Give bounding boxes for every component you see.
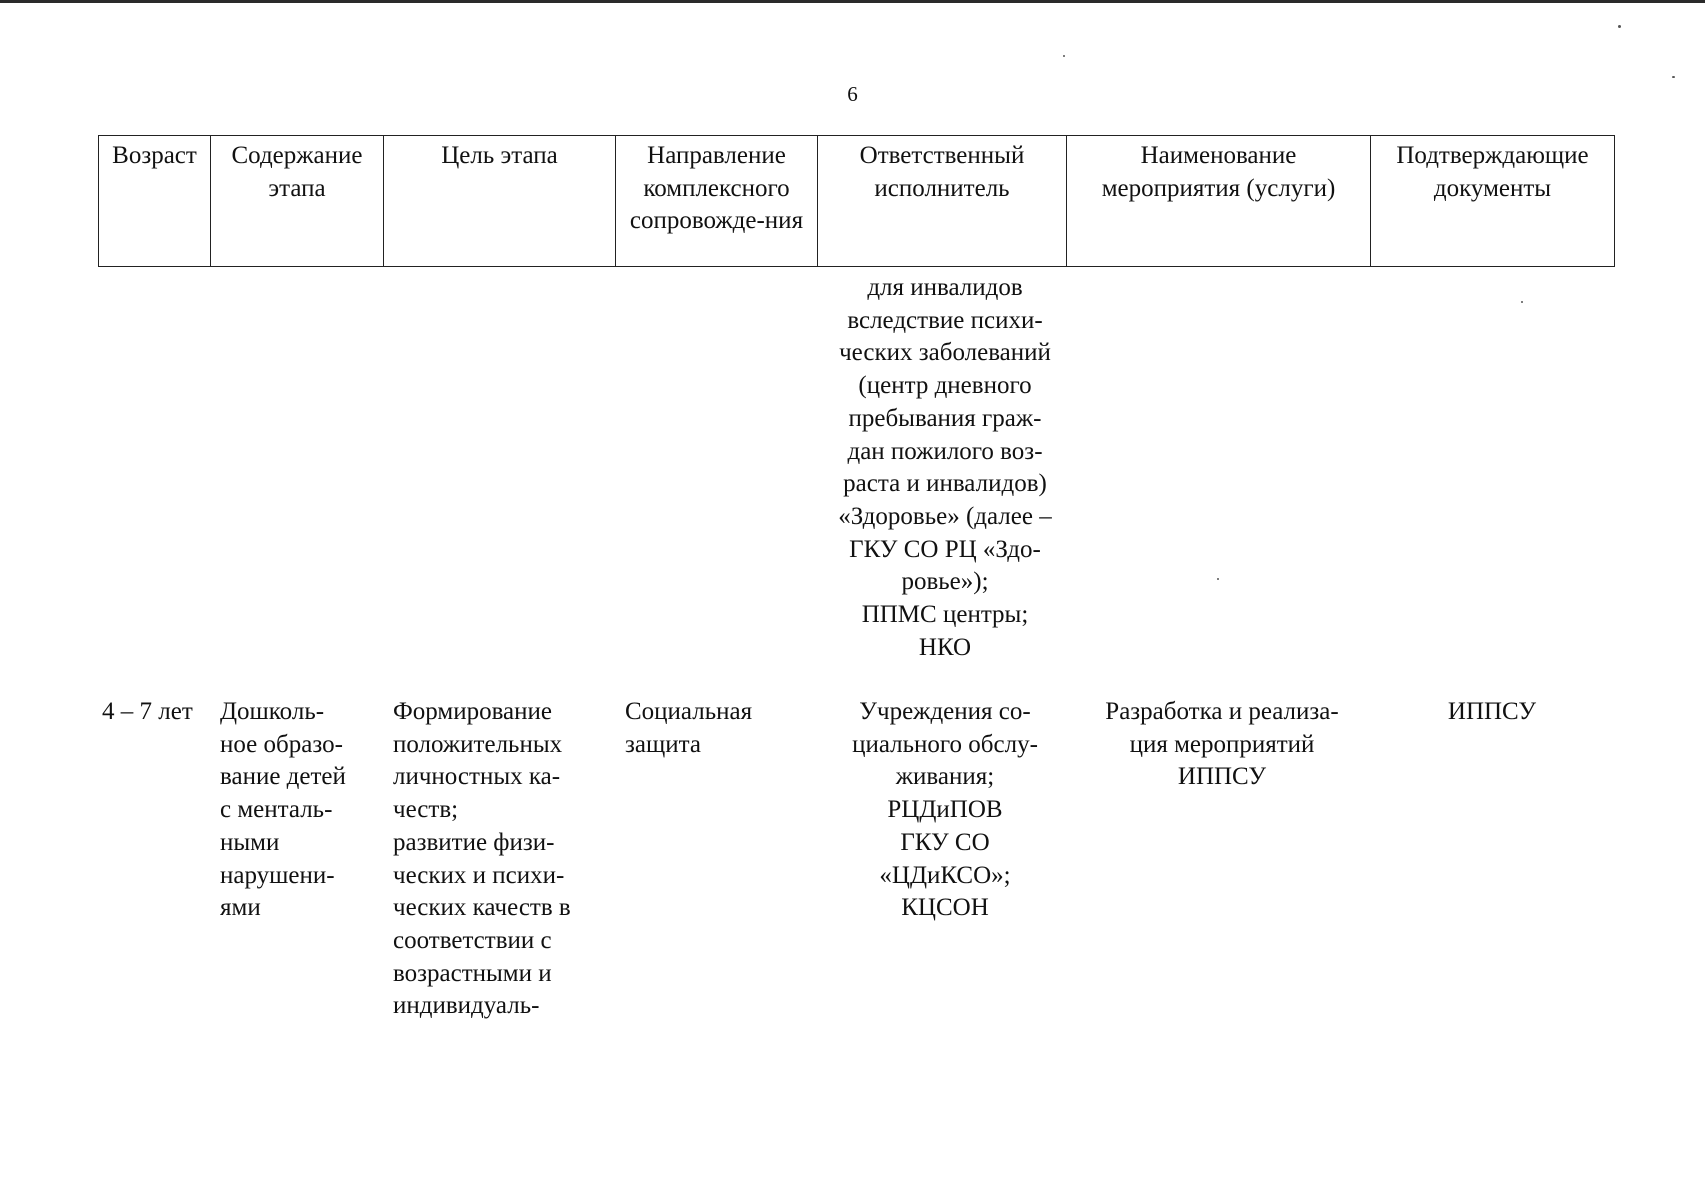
row-event-name-cell: Разработка и реализа- ция мероприятий ИППСУ: [1105, 698, 1339, 791]
header-stage-goal: Цель этапа: [384, 136, 616, 267]
table-header: [98, 135, 1615, 267]
row-stage-goal-cell: Формирование положительных личностных ка- честв; развитие физи- ческих и психи- ческих качеств в соответствии с возрастными и индивидуаль-: [393, 698, 571, 1020]
header-support-direction: Направление комплексного сопровожде-ния: [616, 136, 818, 267]
scan-speck: [1672, 76, 1675, 78]
scan-speck: [1521, 301, 1523, 303]
scan-speck: [1063, 55, 1065, 57]
header-age: Возраст: [99, 136, 211, 267]
row-support-direction-cell: Социальная защита: [625, 698, 753, 758]
responsible-continuation-text: для инвалидов вследствие психи- ческих заболеваний (центр дневного пребывания граж- дан пожилого воз- раста и инвалидов) «Здоровье» (далее – ГКУ СО РЦ «Здо- ровье»); ППМС центры; НКО: [838, 274, 1052, 661]
header-documents: Подтверждающие документы: [1371, 136, 1615, 267]
scan-speck: [1217, 578, 1219, 580]
page-number: 6: [847, 82, 858, 106]
row-stage-content-cell: Дошколь- ное образо- вание детей с менталь- ными нарушени- ями: [220, 698, 346, 922]
row-documents-cell: ИППСУ: [1447, 698, 1537, 725]
header-event-name: Наименование мероприятия (услуги): [1067, 136, 1371, 267]
scan-top-edge: [0, 0, 1705, 3]
row-age-cell: 4 – 7 лет: [102, 698, 193, 725]
header-responsible: Ответственный исполнитель: [818, 136, 1067, 267]
header-stage-content: Содержание этапа: [211, 136, 384, 267]
row-responsible-cell: Учреждения со- циального обслу- живания; РЦДиПОВ ГКУ СО «ЦДиКСО»; КЦСОН: [852, 698, 1038, 922]
scan-speck: [1618, 25, 1621, 28]
header-row: [99, 136, 1615, 267]
